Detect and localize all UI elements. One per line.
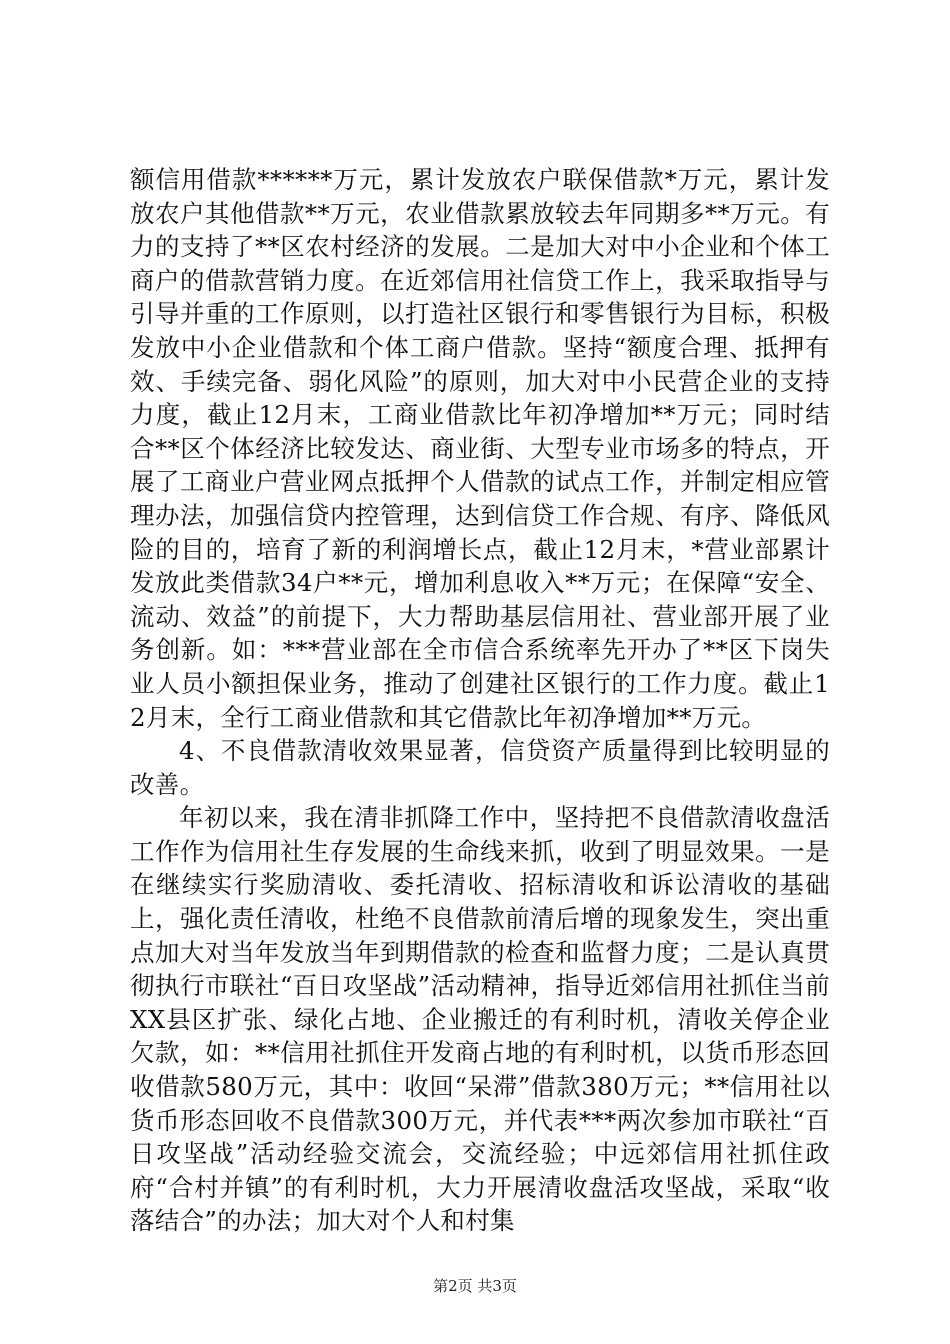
paragraph-collection: 年初以来，我在清非抓降工作中，坚持把不良借款清收盘活工作作为信用社生存发展的生命线来抓，收到了明显效果。一是在继续实行奖励清收、委托清收、招标清收和诉讼清收的基础上，强化责任清收，杜绝不良借款前清后增的现象发生，突出重点加大对当年发放当年到期借款的检查和监督力度；二是认真贯彻执行市联社“百日攻坚战”活动精神，指导近郊信用社抓住当前XX县区扩张、绿化占地、企业搬迁的有利时机，清收关停企业欠款，如：**信用社抓住开发商占地的有利时机，以货币形态回收借款580万元，其中：收回“呆滞”借款380万元；**信用社以货币形态回收不良借款300万元，并代表***两次参加市联社“百日攻坚战”活动经验交流会，交流经验；中远郊信用社抓住政府“合村并镇”的有利时机，大力开展清收盘活攻坚战，采取“收落结合”的办法；加大对个人和村集 (130, 803, 830, 1236)
page-number: 第2页 共3页 (433, 1277, 517, 1295)
page-footer (0, 1276, 950, 1296)
paragraph-continuation: 额信用借款******万元，累计发放农户联保借款*万元，累计发放农户其他借款**万元，农业借款累放较去年同期多**万元。有力的支持了**区农村经济的发展。二是加大对中小企业和个体工商户的借款营销力度。在近郊信用社信贷工作上，我采取指导与引导并重的工作原则，以打造社区银行和零售银行为目标，积极发放中小企业借款和个体工商户借款。坚持“额度合理、抵押有效、手续完备、弱化风险”的原则，加大对中小民营企业的支持力度，截止12月末，工商业借款比年初净增加**万元；同时结合**区个体经济比较发达、商业街、大型专业市场多的特点，开展了工商业户营业网点抵押个人借款的试点工作，并制定相应管理办法，加强信贷内控管理，达到信贷工作合规、有序、降低风险的目的，培育了新的利润增长点，截止12月末，*营业部累计发放此类借款34户**元，增加利息收入**万元；在保障“安全、流动、效益”的前提下，大力帮助基层信用社、营业部开展了业务创新。如：***营业部在全市信合系统率先开办了**区下岗失业人员小额担保业务，推动了创建社区银行的工作力度。截止12月末，全行工商业借款和其它借款比年初净增加**万元。 (130, 165, 830, 732)
document-body (130, 163, 830, 1238)
section-heading-4: 4、不良借款清收效果显著，信贷资产质量得到比较明显的改善。 (130, 736, 830, 799)
